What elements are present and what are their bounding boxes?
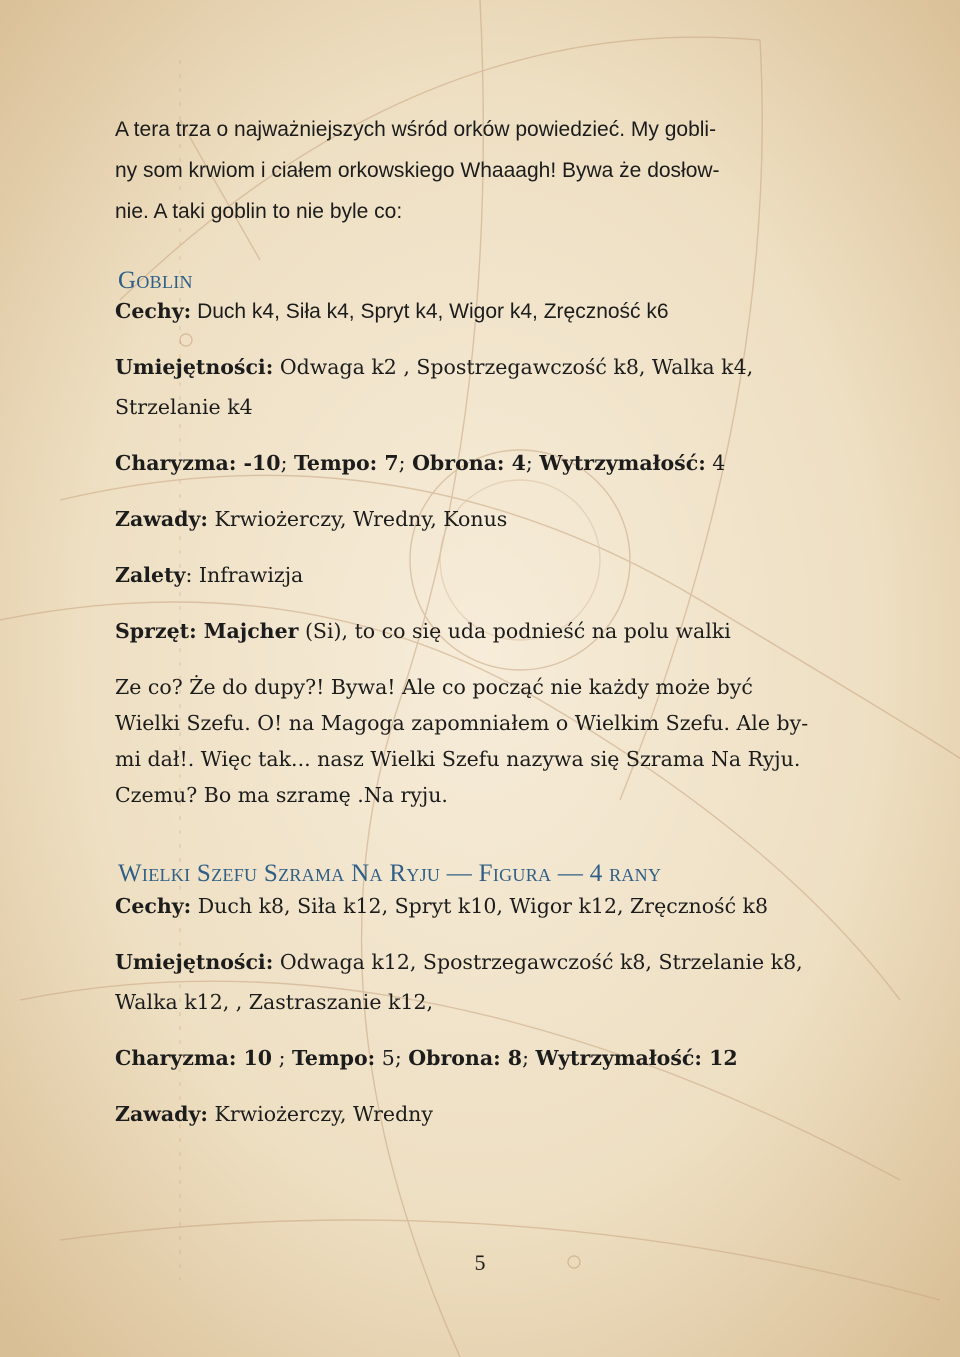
boss-toughness: Wytrzymałość: 12: [535, 1046, 738, 1070]
goblin-edges-value: : Infrawizja: [185, 563, 304, 587]
boss-skills-value: Odwaga k12, Spostrzegawczość k8, Strzelanie k8,: [273, 950, 803, 974]
separator: ;: [280, 451, 295, 475]
middle-line-4: Czemu? Bo ma szramę .Na ryju.: [115, 783, 448, 807]
boss-skills-label: Umiejętności:: [115, 950, 274, 974]
intro-line-1: A tera trza o najważniejszych wśród orków powiedzieć. My gobli-: [115, 118, 717, 141]
goblin-hindrances-label: Zawady:: [115, 507, 208, 531]
boss-skills: [115, 949, 845, 975]
page-number: 5: [474, 1250, 486, 1275]
goblin-pace: Tempo: 7: [294, 451, 399, 475]
goblin-toughness-value: 4: [705, 451, 726, 475]
goblin-gear-label: Sprzęt: Majcher: [115, 619, 299, 643]
boss-hindrances: [115, 1101, 845, 1127]
goblin-traits: [115, 298, 845, 325]
goblin-edges-label: Zalety: [115, 563, 186, 587]
boss-pace-value: 5: [375, 1046, 395, 1070]
goblin-skills-value: Odwaga k2 , Spostrzegawczość k8, Walka k4,: [273, 355, 754, 379]
goblin-heading: Goblin: [118, 267, 193, 294]
separator: ;: [525, 451, 540, 475]
boss-charisma: Charyzma: 10: [115, 1046, 273, 1070]
goblin-gear-value: (Si), to co się uda podnieść na polu walki: [298, 619, 731, 643]
boss-hindrances-value: Krwiożerczy, Wredny: [208, 1102, 433, 1126]
goblin-edges: [115, 562, 845, 588]
goblin-traits-value: Duch k4, Siła k4, Spryt k4, Wigor k4, Zręczność k6: [191, 300, 669, 323]
intro-line-2: ny som krwiom i ciałem orkowskiego Whaaagh! Bywa że dosłow-: [115, 159, 720, 182]
middle-line-2: Wielki Szefu. O! na Magoga zapomniałem o Wielkim Szefu. Ale by-: [115, 711, 809, 735]
boss-derived-stats: [115, 1045, 845, 1071]
goblin-traits-label: Cechy:: [115, 299, 192, 323]
middle-line-1: Ze co? Że do dupy?! Bywa! Ale co począć nie każdy może być: [115, 675, 753, 699]
separator: ;: [522, 1046, 536, 1070]
boss-parry: Obrona: 8: [408, 1046, 523, 1070]
boss-pace-label: Tempo:: [292, 1046, 376, 1070]
goblin-charisma: Charyzma: -10: [115, 451, 281, 475]
separator: ;: [394, 1046, 409, 1070]
boss-traits-label: Cechy:: [115, 894, 192, 918]
boss-traits: [115, 893, 845, 919]
boss-traits-value: Duch k8, Siła k12, Spryt k10, Wigor k12, Zręczność k8: [191, 894, 769, 918]
boss-hindrances-label: Zawady:: [115, 1102, 208, 1126]
intro-line-3: nie. A taki goblin to nie byle co:: [115, 200, 403, 223]
goblin-toughness-label: Wytrzymałość:: [539, 451, 706, 475]
goblin-derived-stats: [115, 450, 845, 476]
goblin-parry: Obrona: 4: [412, 451, 526, 475]
boss-heading: Wielki Szefu Szrama Na Ryju — Figura — 4 rany: [118, 860, 662, 887]
goblin-hindrances: [115, 506, 845, 532]
goblin-gear: [115, 618, 845, 644]
middle-line-3: mi dał!. Więc tak... nasz Wielki Szefu nazywa się Szrama Na Ryju.: [115, 747, 801, 771]
separator: ;: [272, 1046, 293, 1070]
goblin-skills-continued: Strzelanie k4: [115, 395, 253, 419]
goblin-hindrances-value: Krwiożerczy, Wredny, Konus: [208, 507, 508, 531]
boss-skills-continued: Walka k12, , Zastraszanie k12,: [115, 990, 434, 1014]
goblin-skills: [115, 354, 845, 380]
goblin-skills-label: Umiejętności:: [115, 355, 274, 379]
separator: ;: [398, 451, 413, 475]
